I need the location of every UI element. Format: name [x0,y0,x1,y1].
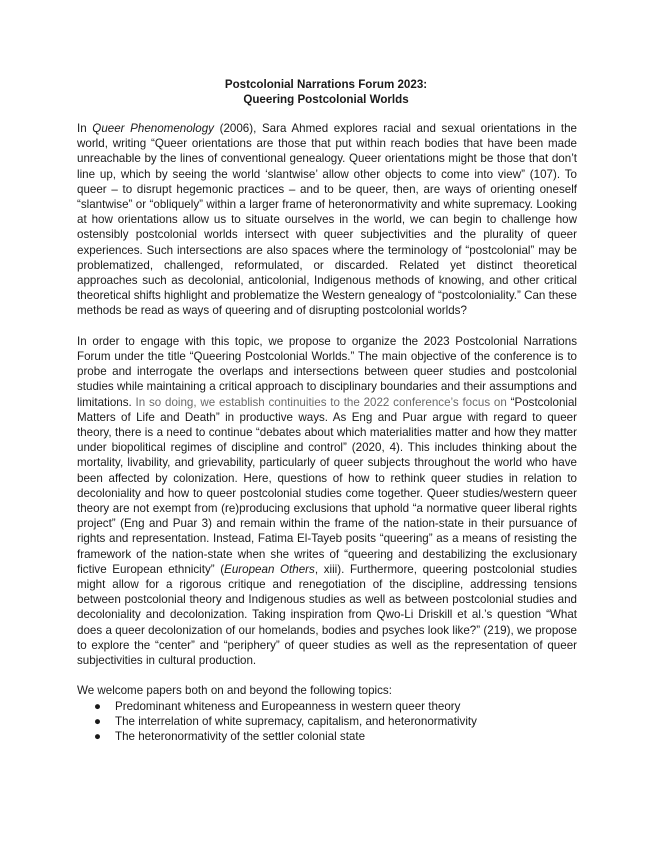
paragraph-2-text-a: In order to engage with this topic, we propose to organize the 2023 Postcolonial Narrations Forum under the title “Queering Postcolonial Worlds.” The main objective of the conference is to probe and interrogate the overlaps and intersections between queer studies and postcolonial studies while maintaining a critical approach to disciplinary boundaries and their assumptions and limitations. [77,334,577,409]
topic-item [77,729,577,744]
title-line-1: Postcolonial Narrations Forum 2023: [224,78,428,91]
paragraph-2-text-b: “Postcolonial Matters of Life and Death” in productive ways. As Eng and Puar argue with regard to queer theory, there is a need to continue “debates about which materialities matter and how they matter under biopolitical regimes of discipline and control” (2020, 4). This includes thinking about the mortality, livability, and grievability, particularly of queer subjects throughout the world who have been affected by colonization. Here, questions of how to rethink queer studies in relation to decoloniality and how to queer postcolonial studies come together. Queer studies/western queer theory are not exempt from (re)producing exclusions that uphold “a normative queer liberal rights project” (Eng and Puar 3) and remain within the frame of the nation-state in their pursuance of rights and representation. Instead, Fatima El-Tayeb posits “queering” as a means of resisting the framework of the nation-state when she writes of “queering and destabilizing the exclusionary fictive European ethnicity” ( [77,395,577,576]
topic-item [77,714,577,729]
title-line-2: Queering Postcolonial Worlds [243,92,409,106]
topic-list [77,699,577,745]
document-title [0,78,652,107]
bullet-icon: ● [94,730,102,744]
topic-text: Predominant whiteness and Europeanness in western queer theory [115,699,461,713]
bullet-icon: ● [94,714,102,728]
topic-text: The heteronormativity of the settler colonial state [115,730,366,744]
book-title-european-others: European Others [224,562,315,576]
book-title-queer-phenomenology: Queer Phenomenology [92,122,214,135]
paragraph-2-gray-text: In so doing, we establish continuities to the 2022 conference’s focus on [131,395,507,409]
paragraph-1 [77,121,577,319]
paragraph-1-text-b: (2006), Sara Ahmed explores racial and sexual orientations in the world, writing “Queer orientations are those that put within reach bodies that have been made unreachable by the lines of conventional genealogy. Queer orientations might be those that don’t line up, which by seeing the world ‘slantwise’ allow other objects to come into view” (107). To queer – to disrupt hegemonic practices – and to be queer, then, are ways of orienting oneself “slantwise” or “obliquely” within a larger frame of heteronormativity and white supremacy. Looking at how orientations allow us to situate ourselves in the world, we can begin to challenge how ostensibly postcolonial worlds intersect with queer subjectivities and the plurality of queer experiences. Such intersections are also spaces where the terminology of “postcolonial” may be problematized, challenged, reformulated, or discarded. Related yet distinct theoretical approaches such as decolonial, anticolonial, Indigenous methods of knowing, and other critical theoretical shifts highlight and problematize the Western genealogy of “postcoloniality.” Can these methods be read as ways of queering and of disrupting postcolonial worlds? [77,122,577,318]
document-body [77,121,577,744]
topic-item [77,699,577,714]
bullet-icon: ● [94,699,102,713]
topic-text: The interrelation of white supremacy, capitalism, and heteronormativity [115,714,477,728]
topics-section [77,683,577,744]
topics-intro: We welcome papers both on and beyond the following topics: [77,684,392,698]
paragraph-2 [77,334,577,668]
paragraph-1-text-a: In [77,122,93,135]
paragraph-2-text-c: , xiii). Furthermore, queering postcolonial studies might allow for a rigorous critique and renegotiation of the discipline, addressing tensions between postcolonial theory and Indigenous studies as well as between postcolonial studies and decoloniality and decolonization. Taking inspiration from Qwo-Li Driskill et al.’s question “What does a queer decolonization of our homelands, bodies and psyches look like?” (219), we propose to explore the “center” and “periphery” of queer studies as well as the representation of queer subjectivities in cultural production. [77,562,577,668]
